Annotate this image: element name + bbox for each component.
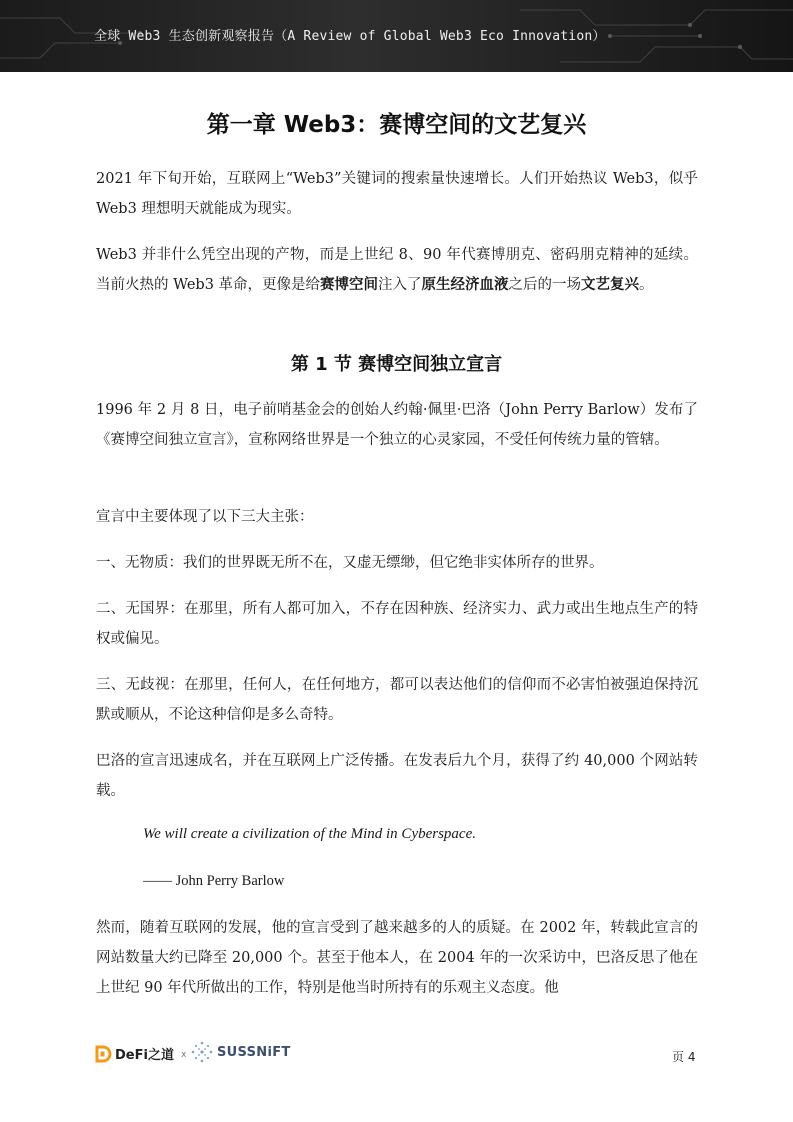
chapter-title: 第一章 Web3：赛博空间的文艺复兴 xyxy=(206,112,587,138)
paragraph-claims-intro: 宣言中主要体现了以下三大主张： xyxy=(96,509,314,525)
section-title: 第 1 节 赛博空间独立宣言 xyxy=(290,354,503,375)
header-title: 全球 Web3 生态创新观察报告（A Review of Global Web3 Eco Innovation） xyxy=(94,29,606,44)
sussnift-logo xyxy=(190,1040,291,1064)
intro-text-a: Web3 并非什么凭空出现的产物，而是上世纪 8、90 年代赛博朋克、密码朋克精神的延续。当前火热的 Web3 革命，更像是给 xyxy=(96,247,698,293)
page-header xyxy=(0,0,793,72)
intro-text-d: 之后的一场 xyxy=(508,277,582,293)
paragraph-spread: 巴洛的宣言迅速成名，并在互联网上广泛传播。在发表后九个月，获得了约 40,000 个网站转载。 xyxy=(96,753,698,799)
intro-paragraph-1: 2021 年下旬开始，互联网上“Web3”关键词的搜索量快速增长。人们开始热议 Web3，似乎 Web3 理想明天就能成为现实。 xyxy=(96,171,698,217)
keyword-cyberspace: 赛博空间 xyxy=(320,276,379,293)
claim-2: 二、无国界：在那里，所有人都可加入，不存在因种族、经济实力、武力或出生地点生产的特权或偏见。 xyxy=(96,601,698,647)
page-number: 页 4 xyxy=(672,1050,696,1064)
footer-separator: x xyxy=(181,1050,187,1060)
defi-logo-text: DeFi之道 xyxy=(115,1048,174,1063)
claim-3: 三、无歧视：在那里，任何人，在任何地方，都可以表达他们的信仰而不必害怕被强迫保持沉默或顺从，不论这种信仰是多么奇特。 xyxy=(96,677,698,723)
claim-1: 一、无物质：我们的世界既无所不在，又虚无缥缈，但它绝非实体所存的世界。 xyxy=(96,555,604,571)
defi-logo-icon xyxy=(94,1045,112,1063)
keyword-renaissance: 文艺复兴 xyxy=(581,276,640,293)
intro-text-c: 注入了 xyxy=(378,277,422,293)
defi-logo xyxy=(94,1044,174,1063)
intro-text-e: 。 xyxy=(639,277,654,293)
barlow-quote: We will create a civilization of the Mind in Cyberspace. xyxy=(143,826,476,842)
sussnift-logo-text: SUSSNiFT xyxy=(217,1044,291,1060)
quote-author: —— John Perry Barlow xyxy=(143,873,285,889)
intro-paragraph-2 xyxy=(96,240,698,300)
keyword-native-economy: 原生经济血液 xyxy=(421,276,509,293)
paragraph-doubt: 然而，随着互联网的发展，他的宣言受到了越来越多的人的质疑。在 2002 年，转载此宣言的网站数量大约已降至 20,000 个。甚至于他本人，在 2004 年的一次采访中，巴洛反思了他在上世纪 90 年代所做出的工作，特别是他当时所持有的乐观主义态度。他 xyxy=(96,920,698,996)
sussnift-logo-icon xyxy=(190,1040,214,1064)
paragraph-declaration: 1996 年 2 月 8 日，电子前哨基金会的创始人约翰·佩里·巴洛（John Perry Barlow）发布了《赛博空间独立宣言》，宣称网络世界是一个独立的心灵家园，不受任何传统力量的管辖。 xyxy=(96,402,698,448)
